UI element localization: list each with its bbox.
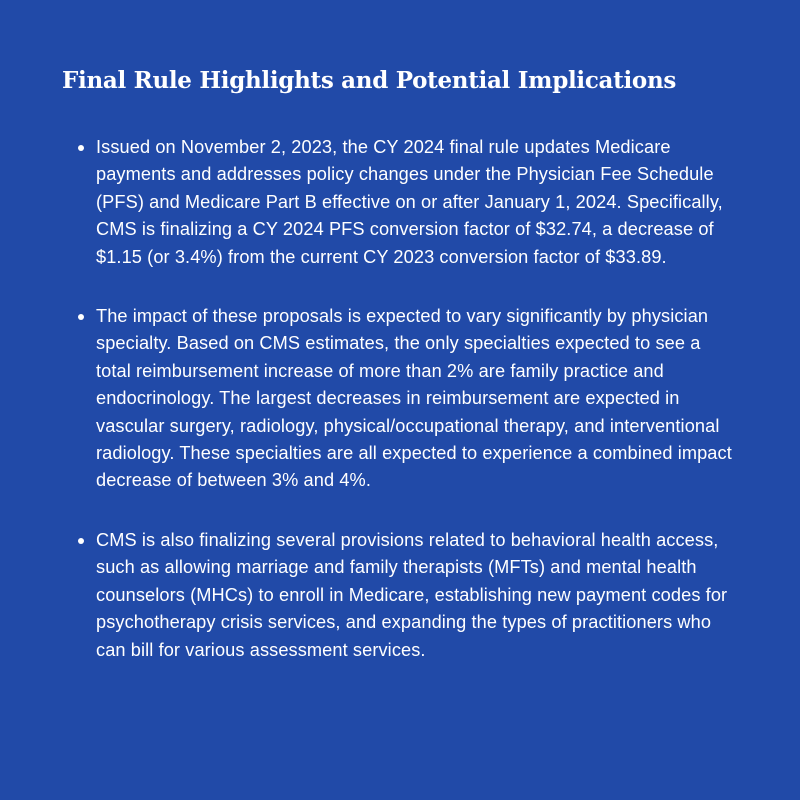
bullet-icon [78, 145, 84, 151]
bullet-text: The impact of these proposals is expected to vary significantly by physician specialty. Based on CMS estimates, the only specialties expected to see a total reimbursement increase of more than 2% are family practice and endocrinology. The largest decreases in reimbursement are expected in vascular surgery, radiology, physical/occupational therapy, and interventional radiology. These specialties are all expected to experience a combined impact decrease of between 3% and 4%. [96, 306, 732, 491]
bullet-text: Issued on November 2, 2023, the CY 2024 final rule updates Medicare payments and addresses policy changes under the Physician Fee Schedule (PFS) and Medicare Part B effective on or after January 1, 2024. Specifically, CMS is finalizing a CY 2024 PFS conversion factor of $32.74, a decrease of $1.15 (or 3.4%) from the current CY 2023 conversion factor of $33.89. [96, 137, 723, 267]
bullet-icon [78, 538, 84, 544]
bullet-icon [78, 314, 84, 320]
list-item [72, 527, 732, 664]
bullet-text: CMS is also finalizing several provisions related to behavioral health access, such as allowing marriage and family therapists (MFTs) and mental health counselors (MHCs) to enroll in Medicare, establishing new payment codes for psychotherapy crisis services, and expanding the types of practitioners who can bill for various assessment services. [96, 529, 728, 660]
page-title: Final Rule Highlights and Potential Implications [62, 67, 677, 94]
list-item [72, 134, 732, 271]
bullet-list [72, 134, 732, 696]
list-item [72, 303, 732, 495]
